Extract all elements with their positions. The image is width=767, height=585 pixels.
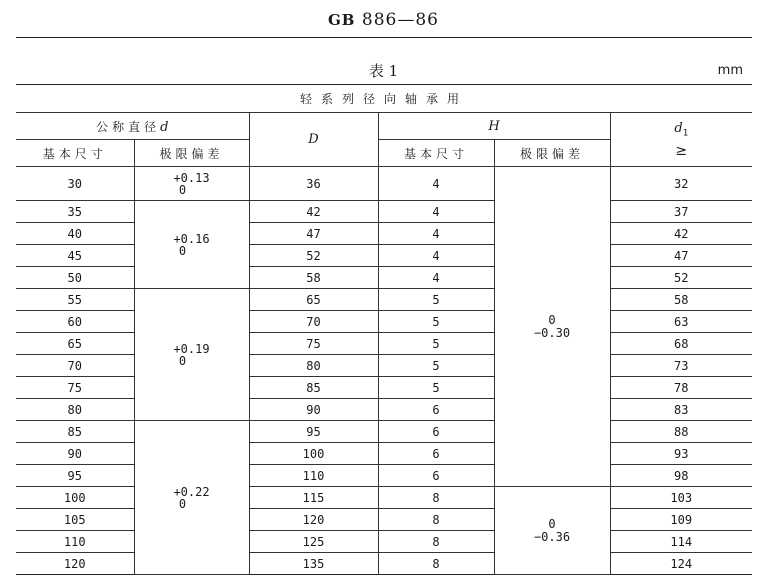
- cell-d1: 47: [610, 245, 752, 267]
- table-row: [16, 333, 752, 355]
- cell-H: 4: [378, 223, 494, 245]
- cell-D: 36: [249, 167, 378, 201]
- tolerance-H: 0 −0.36: [494, 487, 610, 575]
- cell-d1: 93: [610, 443, 752, 465]
- header-H-limit-deviation: 极限偏差: [494, 140, 610, 167]
- cell-d1: 88: [610, 421, 752, 443]
- table-row: [16, 267, 752, 289]
- cell-d: 75: [16, 377, 134, 399]
- cell-H: 5: [378, 355, 494, 377]
- cell-d: 50: [16, 267, 134, 289]
- cell-d: 45: [16, 245, 134, 267]
- table-row: [16, 465, 752, 487]
- cell-H: 8: [378, 553, 494, 575]
- cell-d1: 114: [610, 531, 752, 553]
- table-row: [16, 531, 752, 553]
- series-title: 轻系列径向轴承用: [16, 85, 752, 113]
- cell-d1: 68: [610, 333, 752, 355]
- table-row: [16, 509, 752, 531]
- cell-d1: 124: [610, 553, 752, 575]
- cell-d: 100: [16, 487, 134, 509]
- cell-D: 120: [249, 509, 378, 531]
- cell-D: 115: [249, 487, 378, 509]
- cell-D: 70: [249, 311, 378, 333]
- table-row: [16, 245, 752, 267]
- unit-label: mm: [717, 63, 743, 78]
- cell-d: 40: [16, 223, 134, 245]
- cell-H: 6: [378, 465, 494, 487]
- table-caption: 表 1: [368, 62, 399, 80]
- tolerance-d: +0.22 0: [134, 421, 249, 575]
- cell-d1: 98: [610, 465, 752, 487]
- cell-d: 60: [16, 311, 134, 333]
- table-row: [16, 311, 752, 333]
- table-row: [16, 377, 752, 399]
- header-D: D: [249, 113, 378, 167]
- cell-H: 4: [378, 267, 494, 289]
- top-rule: [16, 37, 752, 38]
- table-row: [16, 421, 752, 443]
- cell-D: 52: [249, 245, 378, 267]
- table-row: [16, 289, 752, 311]
- cell-D: 47: [249, 223, 378, 245]
- cell-d1: 63: [610, 311, 752, 333]
- table-row: [16, 167, 752, 201]
- table-row: [16, 443, 752, 465]
- cell-H: 8: [378, 531, 494, 553]
- tolerance-H: 0 −0.30: [494, 167, 610, 487]
- cell-d: 105: [16, 509, 134, 531]
- header-nominal-diameter: 公称直径d: [16, 113, 249, 140]
- header-d1: $d_1$ ≥: [610, 113, 752, 167]
- dimension-table: [16, 84, 752, 575]
- cell-d: 95: [16, 465, 134, 487]
- cell-D: 42: [249, 201, 378, 223]
- cell-H: 6: [378, 443, 494, 465]
- cell-D: 90: [249, 399, 378, 421]
- standard-code: 886—86: [361, 10, 439, 30]
- cell-D: 110: [249, 465, 378, 487]
- cell-d: 80: [16, 399, 134, 421]
- cell-H: 5: [378, 333, 494, 355]
- cell-H: 4: [378, 201, 494, 223]
- cell-H: 8: [378, 509, 494, 531]
- standard-number: [0, 10, 767, 30]
- cell-d1: 42: [610, 223, 752, 245]
- table-row: [16, 553, 752, 575]
- cell-H: 4: [378, 167, 494, 201]
- table-row: [16, 399, 752, 421]
- header-limit-deviation: 极限偏差: [134, 140, 249, 167]
- cell-d1: 52: [610, 267, 752, 289]
- cell-d: 70: [16, 355, 134, 377]
- cell-D: 65: [249, 289, 378, 311]
- table-row: [16, 355, 752, 377]
- table-row: [16, 201, 752, 223]
- table-row: [16, 223, 752, 245]
- cell-D: 80: [249, 355, 378, 377]
- cell-d1: 37: [610, 201, 752, 223]
- cell-d1: 32: [610, 167, 752, 201]
- cell-H: 5: [378, 311, 494, 333]
- cell-d1: 73: [610, 355, 752, 377]
- tolerance-d: +0.13 0: [134, 167, 249, 201]
- cell-H: 8: [378, 487, 494, 509]
- cell-d: 30: [16, 167, 134, 201]
- header-H: H: [378, 113, 610, 140]
- cell-H: 5: [378, 377, 494, 399]
- cell-D: 125: [249, 531, 378, 553]
- table-row: [16, 487, 752, 509]
- cell-d: 35: [16, 201, 134, 223]
- cell-D: 85: [249, 377, 378, 399]
- cell-d: 85: [16, 421, 134, 443]
- cell-d: 55: [16, 289, 134, 311]
- cell-d: 110: [16, 531, 134, 553]
- cell-d1: 103: [610, 487, 752, 509]
- cell-D: 75: [249, 333, 378, 355]
- tolerance-d: +0.16 0: [134, 201, 249, 289]
- cell-H: 6: [378, 421, 494, 443]
- cell-D: 135: [249, 553, 378, 575]
- header-H-basic-size: 基本尺寸: [378, 140, 494, 167]
- cell-d: 65: [16, 333, 134, 355]
- cell-H: 4: [378, 245, 494, 267]
- cell-D: 95: [249, 421, 378, 443]
- cell-D: 100: [249, 443, 378, 465]
- cell-d1: 109: [610, 509, 752, 531]
- tolerance-d: +0.19 0: [134, 289, 249, 421]
- cell-H: 6: [378, 399, 494, 421]
- cell-d1: 83: [610, 399, 752, 421]
- standard-prefix: GB: [328, 11, 356, 29]
- header-basic-size: 基本尺寸: [16, 140, 134, 167]
- cell-H: 5: [378, 289, 494, 311]
- ge-symbol: ≥: [675, 143, 688, 160]
- cell-d1: 78: [610, 377, 752, 399]
- cell-d: 120: [16, 553, 134, 575]
- cell-D: 58: [249, 267, 378, 289]
- cell-d1: 58: [610, 289, 752, 311]
- symbol-d: d: [160, 119, 169, 135]
- cell-d: 90: [16, 443, 134, 465]
